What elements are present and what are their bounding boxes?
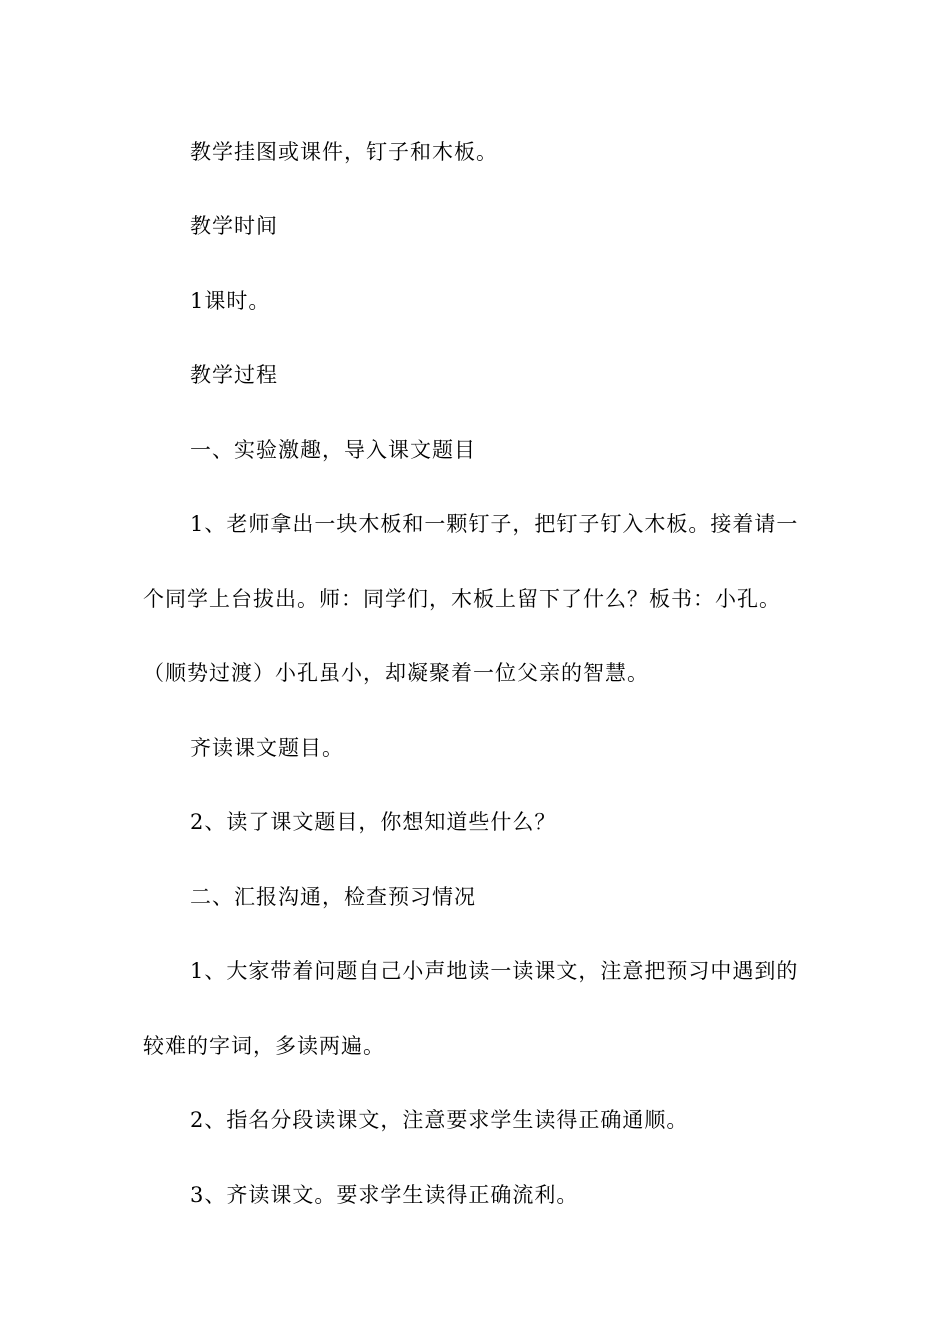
paragraph-item-1-line-2: 较难的字词，多读两遍。 (143, 1034, 385, 1058)
heading-teaching-process: 教学过程 (190, 363, 278, 387)
paragraph-step-1-line-2: 个同学上台拔出。师：同学们，木板上留下了什么？板书：小孔。 (143, 587, 781, 611)
paragraph-class-hours: 1课时。 (190, 289, 271, 313)
heading-teaching-time: 教学时间 (190, 214, 278, 238)
paragraph-teaching-materials: 教学挂图或课件，钉子和木板。 (190, 140, 498, 164)
paragraph-item-1-line-1: 1、大家带着问题自己小声地读一读课文，注意把预习中遇到的 (190, 959, 799, 983)
paragraph-item-3: 3、齐读课文。要求学生读得正确流利。 (190, 1183, 579, 1207)
paragraph-step-2: 2、读了课文题目，你想知道些什么？ (190, 810, 557, 834)
section-heading-one: 一、实验激趣，导入课文题目 (190, 438, 476, 462)
paragraph-item-2: 2、指名分段读课文，注意要求学生读得正确通顺。 (190, 1108, 689, 1132)
section-heading-two: 二、汇报沟通，检查预习情况 (190, 885, 476, 909)
paragraph-step-1-line-1: 1、老师拿出一块木板和一颗钉子，把钉子钉入木板。接着请一 (190, 512, 799, 536)
paragraph-step-1-line-3: （顺势过渡）小孔虽小，却凝聚着一位父亲的智慧。 (143, 661, 649, 685)
paragraph-read-title: 齐读课文题目。 (190, 736, 344, 760)
